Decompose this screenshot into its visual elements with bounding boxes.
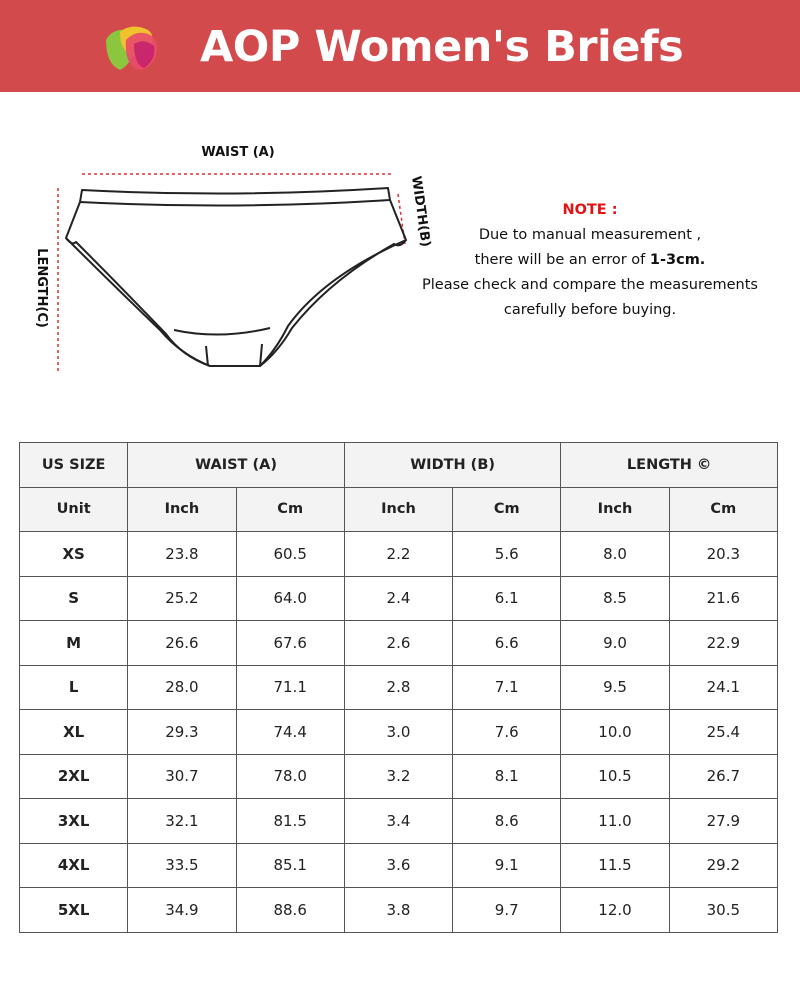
briefs-diagram	[20, 130, 450, 380]
measurement-cell: 12.0	[561, 888, 669, 933]
measurement-cell: 71.1	[236, 665, 344, 710]
measurement-cell: 64.0	[236, 576, 344, 621]
note-line-2-text: there will be an error of	[474, 252, 650, 268]
measurement-cell: 88.6	[236, 888, 344, 933]
measurement-cell: 78.0	[236, 754, 344, 799]
measurement-cell: 5.6	[453, 532, 561, 577]
size-cell: M	[20, 621, 128, 666]
size-chart-table	[19, 442, 778, 933]
measurement-cell: 6.6	[453, 621, 561, 666]
measurement-cell: 8.6	[453, 799, 561, 844]
length-label: LENGTH(C)	[34, 248, 49, 328]
measurement-cell: 2.2	[344, 532, 452, 577]
measurement-cell: 7.1	[453, 665, 561, 710]
table-row	[20, 621, 778, 666]
measurement-cell: 29.3	[128, 710, 236, 755]
measurement-cell: 3.4	[344, 799, 452, 844]
header-length: LENGTH ©	[561, 443, 778, 488]
measurement-cell: 2.6	[344, 621, 452, 666]
measurement-cell: 25.2	[128, 576, 236, 621]
table-row	[20, 665, 778, 710]
size-cell: 2XL	[20, 754, 128, 799]
measurement-cell: 21.6	[669, 576, 777, 621]
measurement-cell: 8.1	[453, 754, 561, 799]
measurement-cell: 7.6	[453, 710, 561, 755]
measurement-cell: 9.0	[561, 621, 669, 666]
table-row	[20, 843, 778, 888]
measurement-cell: 10.5	[561, 754, 669, 799]
measurement-cell: 22.9	[669, 621, 777, 666]
table-row	[20, 710, 778, 755]
size-cell: 3XL	[20, 799, 128, 844]
briefs-outline	[66, 188, 406, 366]
measurement-cell: 60.5	[236, 532, 344, 577]
measurement-cell: 30.5	[669, 888, 777, 933]
table-row	[20, 754, 778, 799]
measurement-cell: 25.4	[669, 710, 777, 755]
size-rows	[20, 532, 778, 933]
note-line-3: Please check and compare the measurements	[422, 277, 758, 293]
table-row	[20, 888, 778, 933]
unit-cell: Cm	[236, 487, 344, 532]
size-cell: 5XL	[20, 888, 128, 933]
table-row	[20, 532, 778, 577]
unit-cell: Cm	[453, 487, 561, 532]
header-us-size: US SIZE	[20, 443, 128, 488]
measurement-cell: 32.1	[128, 799, 236, 844]
unit-cell: Cm	[669, 487, 777, 532]
width-label: WIDTH(B)	[408, 175, 433, 248]
unit-cell: Inch	[344, 487, 452, 532]
measurement-cell: 26.6	[128, 621, 236, 666]
header-width: WIDTH (B)	[344, 443, 561, 488]
note-line-2	[400, 248, 780, 273]
measurement-cell: 20.3	[669, 532, 777, 577]
measurement-cell: 8.0	[561, 532, 669, 577]
table-row	[20, 799, 778, 844]
note-error-range: 1-3cm.	[649, 252, 706, 268]
measurement-cell: 28.0	[128, 665, 236, 710]
measurement-cell: 85.1	[236, 843, 344, 888]
measurement-cell: 11.0	[561, 799, 669, 844]
unit-row	[20, 487, 778, 532]
size-cell: XS	[20, 532, 128, 577]
note-line-4: carefully before buying.	[503, 302, 677, 318]
size-cell: S	[20, 576, 128, 621]
measurement-cell: 3.6	[344, 843, 452, 888]
measurement-cell: 24.1	[669, 665, 777, 710]
measurement-cell: 10.0	[561, 710, 669, 755]
measurement-cell: 27.9	[669, 799, 777, 844]
note-title: NOTE :	[562, 202, 618, 218]
note-box	[400, 198, 780, 323]
measurement-cell: 2.8	[344, 665, 452, 710]
measurement-cell: 6.1	[453, 576, 561, 621]
size-cell: XL	[20, 710, 128, 755]
table-header-row	[20, 443, 778, 488]
header-waist: WAIST (A)	[128, 443, 345, 488]
measurement-cell: 23.8	[128, 532, 236, 577]
measurement-cell: 2.4	[344, 576, 452, 621]
waist-label: WAIST (A)	[201, 145, 275, 160]
brand-logo-icon	[98, 20, 166, 76]
measurement-cell: 30.7	[128, 754, 236, 799]
measurement-cell: 3.8	[344, 888, 452, 933]
measurement-cell: 9.7	[453, 888, 561, 933]
measurement-cell: 9.5	[561, 665, 669, 710]
measurement-cell: 33.5	[128, 843, 236, 888]
table-row	[20, 576, 778, 621]
measurement-cell: 11.5	[561, 843, 669, 888]
measurement-cell: 26.7	[669, 754, 777, 799]
measurement-cell: 81.5	[236, 799, 344, 844]
note-line-1: Due to manual measurement ,	[478, 227, 702, 243]
measurement-cell: 74.4	[236, 710, 344, 755]
measurement-cell: 34.9	[128, 888, 236, 933]
unit-cell: Inch	[561, 487, 669, 532]
size-cell: L	[20, 665, 128, 710]
header-banner	[0, 0, 800, 92]
measurement-cell: 3.2	[344, 754, 452, 799]
page-title: AOP Women's Briefs	[200, 22, 684, 72]
measurement-cell: 29.2	[669, 843, 777, 888]
unit-cell: Inch	[128, 487, 236, 532]
measurement-cell: 8.5	[561, 576, 669, 621]
measurement-cell: 67.6	[236, 621, 344, 666]
measurement-cell: 9.1	[453, 843, 561, 888]
measurement-cell: 3.0	[344, 710, 452, 755]
unit-cell: Unit	[20, 487, 128, 532]
size-cell: 4XL	[20, 843, 128, 888]
